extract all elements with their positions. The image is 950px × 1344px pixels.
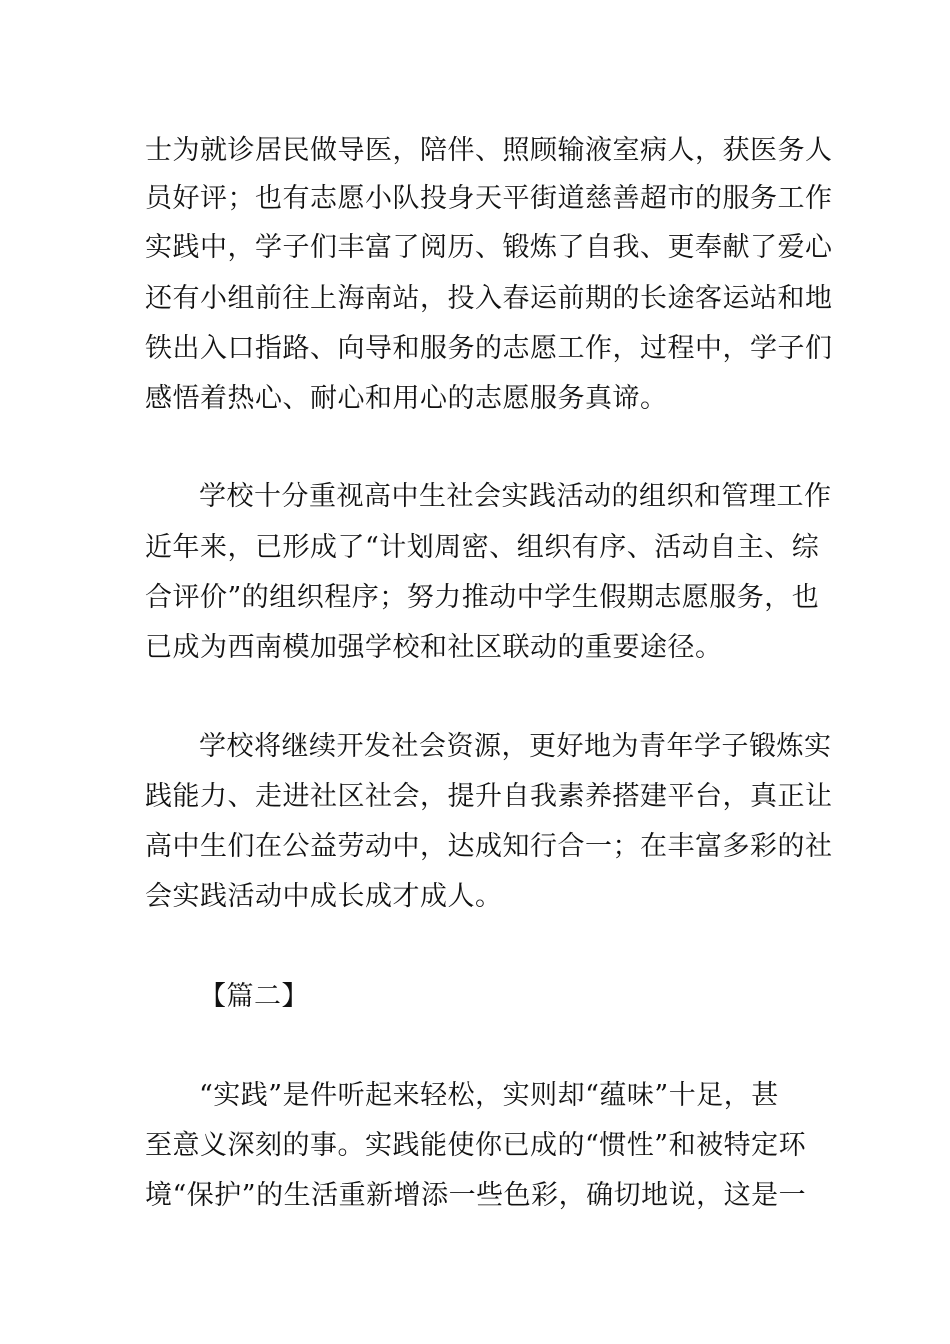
paragraph-1-line-1: 士为就诊居民做导医，陪伴、照顾输液室病人，获医务人 [145, 135, 833, 166]
paragraph-1-line-3: 实践中，学子们丰富了阅历、锻炼了自我、更奉献了爱心 [145, 232, 833, 263]
paragraph-2-line-3: 合评价”的组织程序；努力推动中学生假期志愿服务，也 [145, 582, 820, 613]
paragraph-1-line-4: 还有小组前往上海南站，投入春运前期的长途客运站和地 [145, 283, 833, 314]
paragraph-1-line-6: 感悟着热心、耐心和用心的志愿服务真谛。 [145, 383, 668, 414]
paragraph-3-line-3: 高中生们在公益劳动中，达成知行合一；在丰富多彩的社 [145, 831, 833, 862]
paragraph-3-line-4: 会实践活动中成长成才成人。 [145, 881, 503, 912]
paragraph-3-line-2: 践能力、走进社区社会，提升自我素养搭建平台，真正让 [145, 781, 833, 812]
paragraph-3-line-1: 学校将继续开发社会资源，更好地为青年学子锻炼实 [199, 731, 832, 762]
paragraph-1-line-5: 铁出入口指路、向导和服务的志愿工作，过程中，学子们 [145, 333, 833, 364]
paragraph-5-line-1: “实践”是件听起来轻松，实则却“蕴味”十足，甚 [199, 1080, 779, 1111]
paragraph-2-line-4: 已成为西南模加强学校和社区联动的重要途径。 [145, 632, 723, 663]
paragraph-1-line-2: 员好评；也有志愿小队投身天平街道慈善超市的服务工作 [145, 183, 833, 214]
section-heading: 【篇二】 [199, 981, 309, 1012]
paragraph-5-line-2: 至意义深刻的事。实践能使你已成的“惯性”和被特定环 [145, 1130, 807, 1161]
paragraph-5-line-3: 境“保护”的生活重新增添一些色彩，确切地说，这是一 [145, 1180, 807, 1211]
paragraph-2-line-2: 近年来，已形成了“计划周密、组织有序、活动自主、综 [145, 532, 820, 563]
paragraph-2-line-1: 学校十分重视高中生社会实践活动的组织和管理工作 [199, 481, 832, 512]
